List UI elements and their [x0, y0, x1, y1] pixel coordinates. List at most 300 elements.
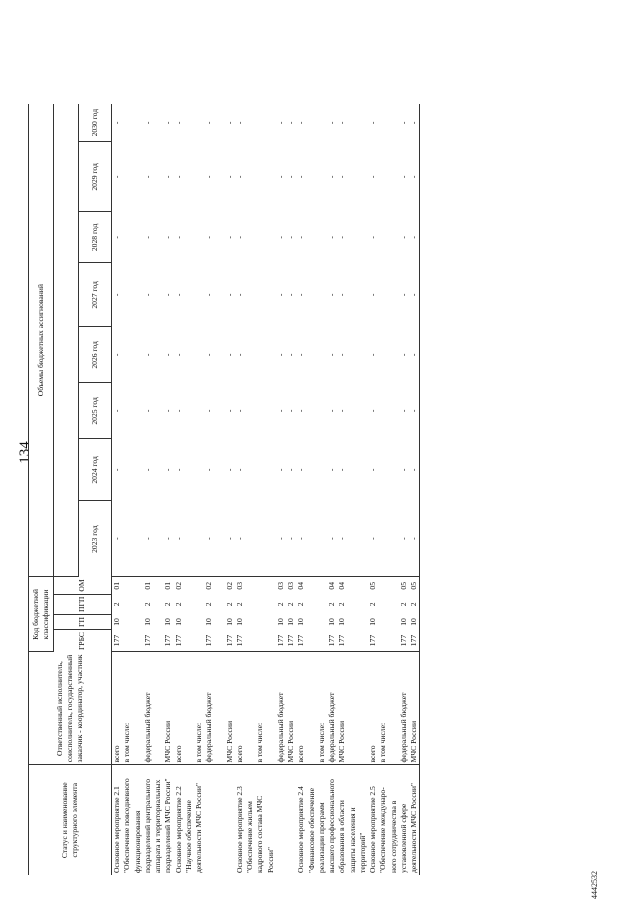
value-cell-year-5 [194, 263, 204, 327]
value-cell-year-3 [133, 383, 143, 439]
grbs-cell [266, 630, 276, 653]
grbs-cell [307, 630, 317, 653]
value-cell-year-6 [133, 212, 143, 263]
value-cell-year-1: - [327, 537, 336, 540]
value-cell-year-5: - [398, 293, 408, 297]
pgp-cell: 2 [173, 602, 183, 607]
gp-cell [266, 615, 276, 630]
value-cell-year-4: - [224, 353, 234, 357]
pgp-cell [348, 594, 358, 614]
value-cell-year-5: - [204, 293, 214, 297]
value-cell-year-4: - [142, 353, 152, 357]
om-cell [215, 577, 225, 594]
value-cell-year-6: - [327, 236, 336, 239]
value-cell-year-1 [307, 501, 317, 577]
value-cell-year-4: - [173, 353, 183, 357]
grbs-cell [348, 630, 358, 653]
value-cell-year-3 [194, 383, 204, 439]
value-cell-year-8 [194, 104, 204, 142]
grbs-cell: 177 [142, 634, 152, 647]
value-cell-year-7 [348, 142, 358, 212]
pgp-cell [133, 594, 143, 614]
value-cell-year-2 [194, 439, 204, 501]
value-cell-year-7 [378, 142, 388, 212]
value-cell-year-6: - [337, 236, 347, 239]
gp-cell [153, 615, 163, 630]
value-cell-year-4 [389, 327, 399, 383]
status-cell: высшего профессионального [327, 765, 337, 875]
responsible-cell: всего [174, 652, 184, 765]
value-cell-year-8: - [296, 121, 306, 125]
value-cell-year-7 [307, 142, 317, 212]
grbs-cell: 177 [112, 634, 121, 647]
value-cell-year-8: - [327, 121, 336, 125]
value-cell-year-1: - [142, 537, 152, 540]
value-cell-year-7 [266, 142, 276, 212]
status-cell: реализации программ [317, 765, 327, 875]
value-cell-year-3: - [368, 409, 377, 413]
pgp-cell: 2 [296, 602, 306, 607]
value-cell-year-1 [266, 501, 276, 577]
table-row [133, 104, 143, 875]
responsible-cell: в том числе: [194, 652, 204, 765]
value-cell-year-1: - [234, 537, 244, 540]
grbs-cell [215, 630, 225, 653]
value-cell-year-5: - [409, 263, 420, 327]
value-cell-year-6: - [234, 236, 244, 239]
value-cell-year-4: - [112, 353, 121, 357]
value-cell-year-8: - [398, 121, 408, 125]
status-cell: деятельности МЧС России" [409, 765, 420, 875]
value-cell-year-2: - [173, 468, 183, 472]
value-cell-year-7 [358, 142, 368, 212]
pgp-cell [255, 594, 265, 614]
value-cell-year-1: - [286, 537, 295, 540]
pgp-cell [184, 594, 194, 614]
status-cell: "Научное обеспечение [184, 765, 194, 875]
value-cell-year-8 [358, 104, 368, 142]
status-cell: ного сотрудничества в [389, 765, 399, 875]
status-cell: кадрового состава МЧС [255, 765, 265, 875]
table-row [307, 104, 317, 875]
om-cell [266, 577, 276, 594]
table-row [276, 104, 286, 875]
responsible-cell [348, 652, 358, 765]
gp-cell: 10 [224, 618, 234, 626]
value-cell-year-6 [255, 212, 265, 263]
table-row [215, 104, 225, 875]
table-row [389, 104, 399, 875]
responsible-cell: в том числе: [317, 652, 327, 765]
grbs-cell [317, 630, 327, 653]
pgp-cell [389, 594, 399, 614]
value-cell-year-7 [245, 142, 255, 212]
value-cell-year-3: - [234, 409, 244, 413]
table-row [378, 104, 388, 875]
om-cell: 01 [112, 577, 123, 594]
value-cell-year-5 [389, 263, 399, 327]
value-cell-year-2 [215, 439, 225, 501]
gp-cell: 10 [204, 618, 214, 626]
grbs-cell: 177 [409, 630, 420, 653]
value-cell-year-1 [358, 501, 368, 577]
pgp-cell [153, 594, 163, 614]
om-cell: 05 [399, 577, 409, 594]
value-cell-year-6 [122, 212, 132, 263]
value-cell-year-2 [389, 439, 399, 501]
value-cell-year-4: - [337, 353, 347, 357]
status-cell: защиты населения и [348, 765, 358, 875]
responsible-cell: МЧС России [163, 652, 173, 765]
value-cell-year-3 [245, 383, 255, 439]
header-year-2: 2024 год [79, 439, 112, 501]
pgp-cell: 2 [142, 602, 152, 607]
table-row [153, 104, 163, 875]
table-row [225, 104, 235, 875]
header-year-5: 2027 год [79, 263, 112, 327]
value-cell-year-2 [153, 439, 163, 501]
status-cell: подразделений МЧС России" [163, 765, 173, 875]
value-cell-year-2 [317, 439, 327, 501]
om-cell [245, 577, 255, 594]
value-cell-year-8: - [286, 121, 295, 125]
header-pgp: ПГП [54, 594, 112, 614]
status-cell: функционирования [133, 765, 143, 875]
om-cell: 02 [174, 577, 184, 594]
value-cell-year-1 [348, 501, 358, 577]
value-cell-year-6 [184, 212, 194, 263]
pgp-cell [358, 594, 368, 614]
status-cell: подразделений центрального [143, 765, 153, 875]
gp-cell: 10 [409, 615, 420, 630]
value-cell-year-4 [307, 327, 317, 383]
grbs-cell [245, 630, 255, 653]
value-cell-year-6 [153, 212, 163, 263]
pgp-cell [317, 594, 327, 614]
status-cell [225, 765, 235, 875]
responsible-cell: всего [112, 652, 123, 765]
value-cell-year-7: - [275, 175, 285, 179]
grbs-cell [255, 630, 265, 653]
value-cell-year-4 [194, 327, 204, 383]
gp-cell: 10 [337, 618, 347, 626]
pgp-cell: 2 [368, 602, 377, 607]
value-cell-year-2: - [204, 468, 214, 472]
responsible-cell [215, 652, 225, 765]
budget-table [28, 104, 420, 875]
pgp-cell [378, 594, 388, 614]
header-year-7: 2029 год [79, 142, 112, 212]
value-cell-year-8: - [112, 121, 121, 125]
value-cell-year-7 [194, 142, 204, 212]
value-cell-year-4: - [163, 353, 173, 357]
value-cell-year-8 [153, 104, 163, 142]
value-cell-year-4 [133, 327, 143, 383]
gp-cell: 10 [142, 618, 152, 626]
gp-cell [348, 615, 358, 630]
value-cell-year-4: - [409, 327, 420, 383]
responsible-cell: в том числе: [122, 652, 132, 765]
om-cell [133, 577, 143, 594]
value-cell-year-7: - [163, 175, 173, 179]
value-cell-year-2: - [275, 468, 285, 472]
value-cell-year-5 [133, 263, 143, 327]
value-cell-year-4: - [398, 353, 408, 357]
gp-cell [317, 615, 327, 630]
value-cell-year-7 [389, 142, 399, 212]
value-cell-year-4 [266, 327, 276, 383]
header-year-1: 2023 год [79, 501, 112, 577]
pgp-cell [215, 594, 225, 614]
gp-cell: 10 [398, 618, 408, 626]
value-cell-year-1: - [398, 537, 408, 540]
grbs-cell: 177 [296, 634, 306, 647]
value-cell-year-8 [255, 104, 265, 142]
value-cell-year-6 [245, 212, 255, 263]
value-cell-year-3 [215, 383, 225, 439]
value-cell-year-3: - [112, 409, 121, 413]
value-cell-year-4 [122, 327, 132, 383]
responsible-cell [266, 652, 276, 765]
value-cell-year-3: - [286, 409, 295, 413]
grbs-cell: 177 [286, 634, 295, 647]
value-cell-year-5: - [234, 293, 244, 297]
grbs-cell [122, 630, 132, 653]
grbs-cell: 177 [163, 634, 173, 647]
responsible-cell: федеральный бюджет [143, 652, 153, 765]
value-cell-year-4: - [327, 353, 336, 357]
status-cell [204, 765, 214, 875]
value-cell-year-8 [184, 104, 194, 142]
value-cell-year-3: - [224, 409, 234, 413]
value-cell-year-8: - [142, 121, 152, 125]
gp-cell: 10 [368, 618, 377, 626]
pgp-cell [194, 594, 204, 614]
om-cell: 04 [337, 577, 347, 594]
header-gp: ГП [54, 615, 112, 630]
table-row [348, 104, 358, 875]
status-cell: образования в области [337, 765, 347, 875]
value-cell-year-1: - [204, 537, 214, 540]
value-cell-year-6: - [296, 236, 306, 239]
value-cell-year-1: - [368, 537, 377, 540]
responsible-cell: всего [235, 652, 245, 765]
value-cell-year-7: - [296, 175, 306, 179]
om-cell: 04 [296, 577, 306, 594]
value-cell-year-8 [307, 104, 317, 142]
table-row [235, 104, 245, 875]
gp-cell [358, 615, 368, 630]
value-cell-year-7 [122, 142, 132, 212]
om-cell [194, 577, 204, 594]
status-cell: "Обеспечение повседневного [122, 765, 132, 875]
responsible-cell [307, 652, 317, 765]
value-cell-year-7: - [142, 175, 152, 179]
om-cell: 03 [235, 577, 245, 594]
responsible-cell: федеральный бюджет [276, 652, 286, 765]
pgp-cell: 2 [163, 602, 173, 607]
value-cell-year-6: - [368, 236, 377, 239]
value-cell-year-4 [245, 327, 255, 383]
value-cell-year-4 [255, 327, 265, 383]
status-cell: "Обеспечение междунаро- [378, 765, 388, 875]
value-cell-year-4: - [368, 353, 377, 357]
value-cell-year-6: - [409, 212, 420, 263]
om-cell: 04 [327, 577, 337, 594]
value-cell-year-8: - [173, 121, 183, 125]
gp-cell: 10 [234, 618, 244, 626]
value-cell-year-3 [153, 383, 163, 439]
value-cell-year-1 [215, 501, 225, 577]
value-cell-year-3 [307, 383, 317, 439]
status-cell [276, 765, 286, 875]
responsible-cell: МЧС России [225, 652, 235, 765]
grbs-cell [194, 630, 204, 653]
status-cell: Основное мероприятие 2.3 [235, 765, 245, 875]
value-cell-year-7 [215, 142, 225, 212]
grbs-cell: 177 [234, 634, 244, 647]
value-cell-year-1 [133, 501, 143, 577]
value-cell-year-1 [184, 501, 194, 577]
value-cell-year-7: - [173, 175, 183, 179]
gp-cell [389, 615, 399, 630]
table-body [112, 104, 420, 875]
value-cell-year-3: - [296, 409, 306, 413]
value-cell-year-4 [317, 327, 327, 383]
value-cell-year-2: - [296, 468, 306, 472]
value-cell-year-2: - [224, 468, 234, 472]
value-cell-year-3: - [409, 383, 420, 439]
grbs-cell [358, 630, 368, 653]
table-row [337, 104, 347, 875]
grbs-cell: 177 [204, 634, 214, 647]
value-cell-year-1: - [163, 537, 173, 540]
value-cell-year-1: - [275, 537, 285, 540]
status-cell: деятельности МЧС России" [194, 765, 204, 875]
value-cell-year-6 [266, 212, 276, 263]
responsible-cell: всего [296, 652, 306, 765]
value-cell-year-1: - [112, 537, 121, 540]
header-status: Статус и наименование структурного элемента [29, 765, 112, 875]
grbs-cell: 177 [327, 634, 336, 647]
om-cell [307, 577, 317, 594]
om-cell [317, 577, 327, 594]
header-om: ОМ [54, 577, 112, 594]
value-cell-year-3 [122, 383, 132, 439]
value-cell-year-4 [358, 327, 368, 383]
value-cell-year-1 [245, 501, 255, 577]
responsible-cell: в том числе: [255, 652, 265, 765]
value-cell-year-6: - [224, 236, 234, 239]
table-row [317, 104, 327, 875]
grbs-cell: 177 [275, 634, 285, 647]
value-cell-year-8 [215, 104, 225, 142]
value-cell-year-3: - [337, 409, 347, 413]
value-cell-year-1: - [173, 537, 183, 540]
header-year-6: 2028 год [79, 212, 112, 263]
value-cell-year-6: - [163, 236, 173, 239]
value-cell-year-2: - [337, 468, 347, 472]
gp-cell [133, 615, 143, 630]
document-code: 4442532 [590, 871, 599, 899]
value-cell-year-5: - [368, 293, 377, 297]
value-cell-year-7 [133, 142, 143, 212]
value-cell-year-8 [245, 104, 255, 142]
value-cell-year-7: - [204, 175, 214, 179]
gp-cell [255, 615, 265, 630]
grbs-cell: 177 [173, 634, 183, 647]
status-cell: территорий" [358, 765, 368, 875]
table-row [163, 104, 173, 875]
value-cell-year-7: - [368, 175, 377, 179]
pgp-cell: 2 [112, 602, 121, 607]
value-cell-year-5: - [224, 293, 234, 297]
header-volumes: Объемы бюджетных ассигнований [29, 104, 54, 577]
value-cell-year-5 [184, 263, 194, 327]
pgp-cell: 2 [286, 602, 295, 607]
om-cell: 01 [143, 577, 153, 594]
status-cell: установленной сфере [399, 765, 409, 875]
pgp-cell: 2 [398, 602, 408, 607]
om-cell [153, 577, 163, 594]
value-cell-year-2 [348, 439, 358, 501]
value-cell-year-1: - [296, 537, 306, 540]
value-cell-year-1: - [224, 537, 234, 540]
status-cell: "Финансовое обеспечение [307, 765, 317, 875]
value-cell-year-4 [184, 327, 194, 383]
value-cell-year-4: - [286, 353, 295, 357]
value-cell-year-8 [122, 104, 132, 142]
om-cell [389, 577, 399, 594]
gp-cell: 10 [286, 618, 295, 626]
gp-cell [307, 615, 317, 630]
value-cell-year-8 [133, 104, 143, 142]
value-cell-year-6: - [173, 236, 183, 239]
value-cell-year-2: - [163, 468, 173, 472]
value-cell-year-6 [215, 212, 225, 263]
grbs-cell [389, 630, 399, 653]
value-cell-year-3 [255, 383, 265, 439]
om-cell: 03 [286, 577, 296, 594]
value-cell-year-5 [255, 263, 265, 327]
gp-cell [194, 615, 204, 630]
grbs-cell: 177 [398, 634, 408, 647]
responsible-cell: МЧС России [337, 652, 347, 765]
grbs-cell [153, 630, 163, 653]
value-cell-year-3: - [173, 409, 183, 413]
responsible-cell: МЧС России [409, 652, 420, 765]
value-cell-year-5: - [296, 293, 306, 297]
header-year-8: 2030 год [79, 104, 112, 142]
responsible-cell: МЧС России [286, 652, 296, 765]
value-cell-year-4: - [296, 353, 306, 357]
om-cell: 05 [409, 577, 420, 594]
value-cell-year-1 [389, 501, 399, 577]
value-cell-year-2 [358, 439, 368, 501]
table-row [286, 104, 296, 875]
value-cell-year-5: - [337, 293, 347, 297]
responsible-cell: всего [368, 652, 378, 765]
value-cell-year-4 [348, 327, 358, 383]
responsible-cell: федеральный бюджет [399, 652, 409, 765]
gp-cell [184, 615, 194, 630]
value-cell-year-7: - [286, 175, 295, 179]
value-cell-year-7: - [337, 175, 347, 179]
value-cell-year-7: - [112, 175, 121, 179]
value-cell-year-3 [378, 383, 388, 439]
value-cell-year-5: - [286, 293, 295, 297]
value-cell-year-8: - [275, 121, 285, 125]
